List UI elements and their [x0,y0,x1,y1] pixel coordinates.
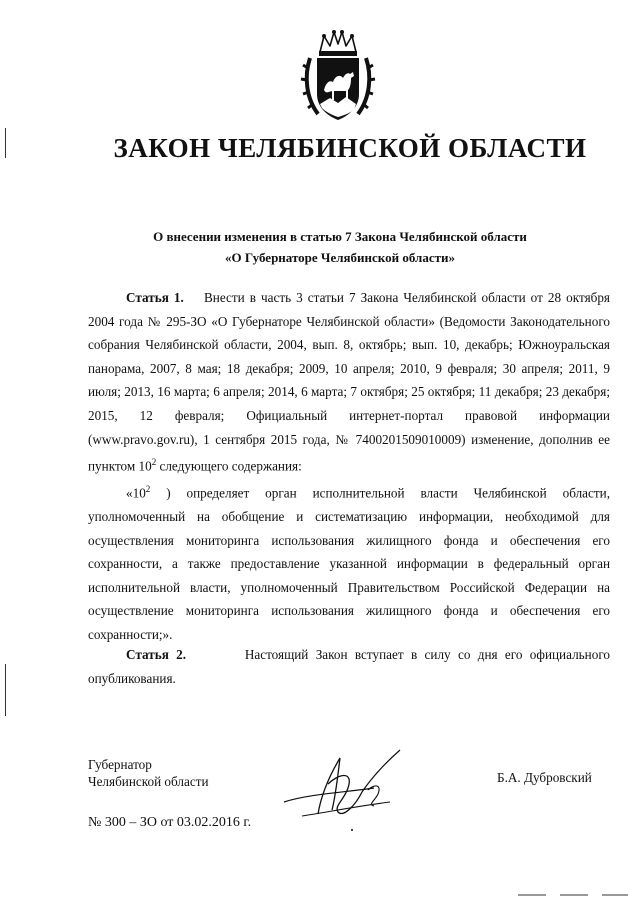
article-1-text: Внести в часть 3 статьи 7 Закона Челябинской области от 28 октября 2004 года № 295-ЗО «О Губернаторе Челябинской области» (Ведомости Законодательного собрания Челябинской области, 2004, вып. 8, октябрь; вып. 10, декабрь; Южноуральская панорама, 2007, 8 мая; 18 декабря; 2009, 10 апреля; 2010, 9 февраля; 30 апреля; 2011, 9 июля; 2013, 16 марта; 6 апреля; 2014, 6 марта; 7 октября; 25 октября; 11 декабря; 23 декабря; 2015, 12 февраля; Официальный интернет-портал правовой информации (www.pravo.gov.ru), 1 сентября 2015 года, № 7400201509010009) изменение, дополнив ее пунктом 10 [88,290,610,474]
law-title: ЗАКОН ЧЕЛЯБИНСКОЙ ОБЛАСТИ [113,133,587,163]
signatory-position-line-2: Челябинской области [88,774,209,789]
article-2 [88,643,610,690]
subject-line-1: О внесении изменения в статью 7 Закона Челябинской области [153,229,527,244]
article-2-label: Статья 2. [126,647,187,662]
left-margin-mark-top [5,128,6,158]
signatory-position-line-1: Губернатор [88,757,152,772]
signatory-name: Б.А. Дубровский [497,770,592,785]
coat-of-arms-emblem [300,28,376,124]
bottom-edge-lines [518,892,628,898]
article-1-superscript: 2 [151,457,157,468]
law-number-and-date: № 300 – ЗО от 03.02.2016 г. [88,815,252,830]
article-2-text: Настоящий Закон вступает в силу со дня его официального опубликования. [88,647,611,686]
handwritten-signature [278,744,418,836]
article-1 [88,286,610,478]
article-1-tail: следующего содержания: [156,458,302,474]
amendment-body: ) определяет орган исполнительной власти Челябинской области, уполномоченный на обобщение и систематизацию информации, необходимой для осуществления мониторинга использования жилищного фонда и обеспечения его сохранности, а также предоставление указанной информации в федеральный орган исполнительной власти, уполномоченный Правительством Российской Федерации на осуществление мониторинга использования жилищного фонда и обеспечения его сохранности;». [88,485,610,642]
amendment-superscript: 2 [145,484,151,494]
amendment-open: «10 [126,485,146,501]
law-subject [60,226,620,268]
amendment-text [88,478,610,647]
subject-line-2: «О Губернаторе Челябинской области» [225,250,455,265]
article-1-label: Статья 1. [126,290,184,305]
left-margin-mark-bottom [5,664,6,716]
signatory-position [88,756,209,790]
